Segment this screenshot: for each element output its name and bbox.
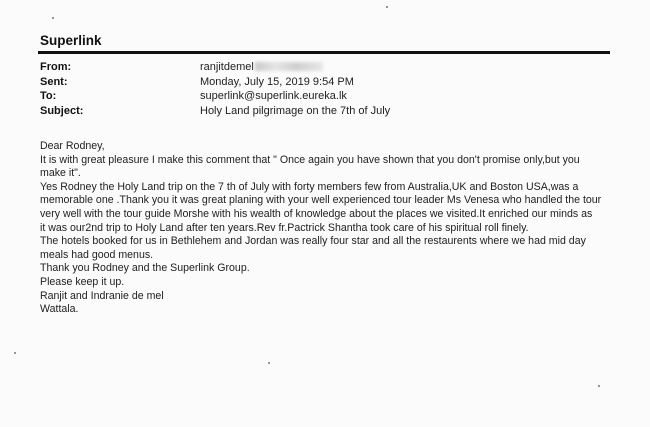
redacted-address-blur [255,62,323,71]
body-line: Wattala. [40,303,79,316]
to-value: superlink@superlink.eureka.lk [200,90,347,102]
from-value [200,60,323,75]
body-line: Ranjit and Indranie de mel [40,289,164,302]
from-address: ranjitdemel [200,61,254,73]
header-divider [38,51,610,54]
scan-speck [14,352,16,354]
body-line: Dear Rodney, [40,140,105,152]
to-label: To: [40,90,57,102]
email-body [40,140,620,317]
scan-speck [598,385,600,387]
subject-value: Holy Land pilgrimage on the 7th of July [200,104,391,117]
sent-label: Sent: [40,75,68,88]
body-line: memorable one .Thank you it was great planing with your well experienced tour leader Ms Venesa who handled the tour [40,194,602,207]
body-line: it was our2nd trip to Holy Land after ten years.Rev fr.Pactrick Shantha took care of his spiritual roll finely. [40,221,529,234]
from-label: From: [40,61,72,73]
header-from [40,60,390,75]
subject-label: Subject: [40,104,84,117]
sent-value: Monday, July 15, 2019 9:54 PM [200,75,354,88]
body-line: very well with the tour guide Morshe with his wealth of knowledge about the places we visited.It enriched our minds as [40,207,593,220]
header-to [40,89,390,104]
scan-speck [52,17,54,19]
sender-name: Superlink [40,33,102,48]
body-line: make it". [40,167,81,180]
body-line: It is with great pleasure I make this comment that " Once again you have shown that you don't promise only,but you [40,153,580,166]
email-headers [40,60,390,118]
header-sent [40,75,390,90]
body-line: The hotels booked for us in Bethlehem and Jordan was really four star and all the restaurents where we had mid day [40,235,586,248]
body-line: meals had good menus. [40,248,154,261]
scan-speck [386,6,388,8]
body-line: Yes Rodney the Holy Land trip on the 7 th of July with forty members few from Australia,UK and Boston USA,was a [40,180,579,193]
scan-speck [268,362,270,364]
body-line: Thank you Rodney and the Superlink Group. [40,262,250,275]
body-line: Please keep it up. [40,275,125,288]
header-subject [40,104,390,119]
